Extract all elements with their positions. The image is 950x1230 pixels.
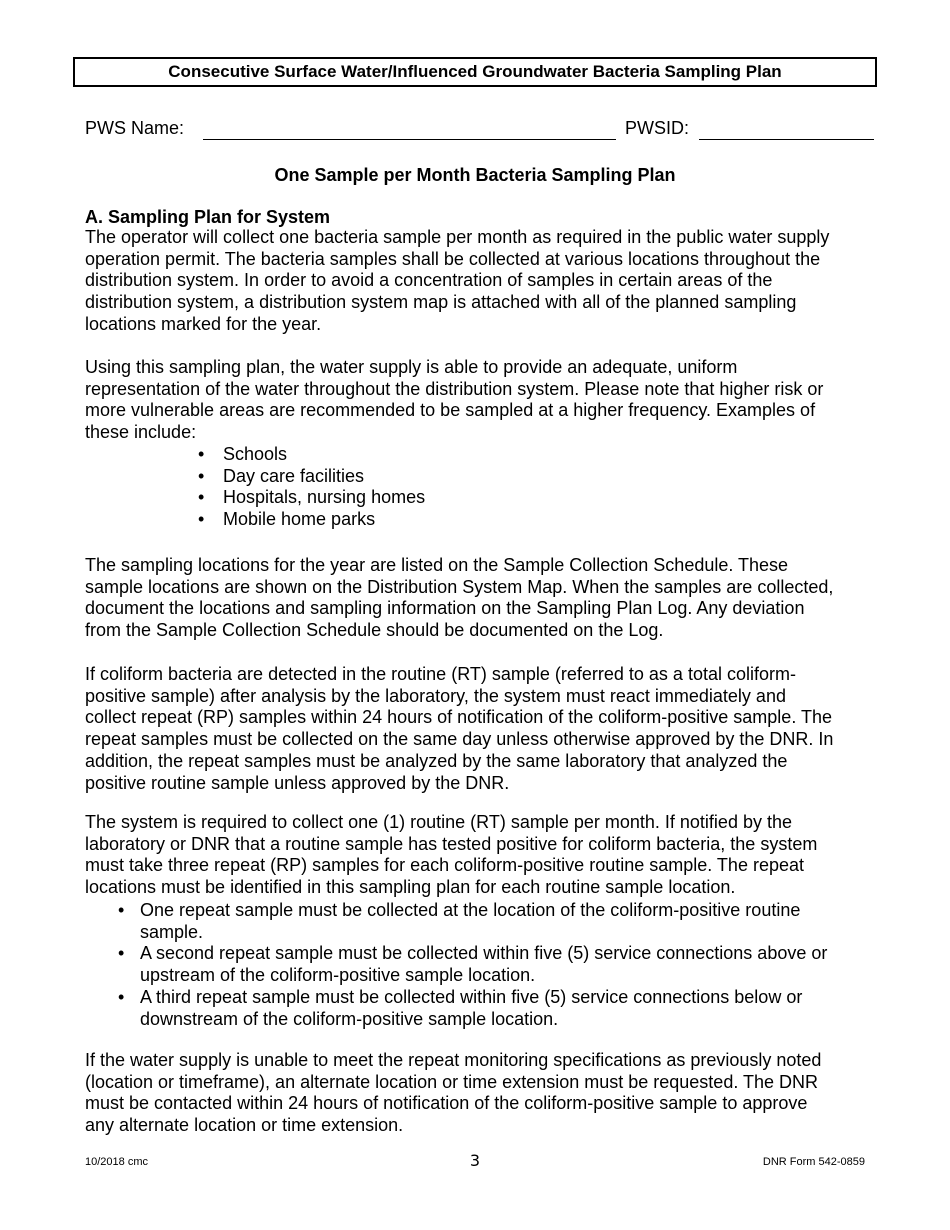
- form-title: Consecutive Surface Water/Influenced Groundwater Bacteria Sampling Plan: [73, 57, 877, 87]
- text-line: The sampling locations for the year are listed on the Sample Collection Schedule. These: [85, 555, 789, 575]
- text-line: distribution system. In order to avoid a concentration of samples in certain areas of the: [85, 270, 773, 291]
- list-item-text: downstream of the coliform-positive sample location.: [140, 1008, 559, 1029]
- text-line: If coliform bacteria are detected in the routine (RT) sample (referred to as a total coliform-: [85, 664, 796, 684]
- list-item-text: Hospitals, nursing homes: [223, 487, 426, 508]
- paragraph-1: [85, 227, 829, 336]
- text-line: repeat samples must be collected on the same day unless otherwise approved by the DNR. In: [85, 729, 834, 750]
- text-line: more vulnerable areas are recommended to be sampled at a higher frequency. Examples of: [85, 400, 816, 421]
- text-line: sample locations are shown on the Distribution System Map. When the samples are collected,: [85, 576, 834, 597]
- list-item-text: Day care facilities: [223, 465, 365, 486]
- text-line: operation permit. The bacteria samples shall be collected at various locations throughout the: [85, 248, 821, 269]
- text-line: must take three repeat (RP) samples for each coliform-positive routine sample. The repeat: [85, 855, 804, 876]
- text-line: representation of the water throughout the distribution system. Please note that higher risk or: [85, 378, 824, 399]
- list-item-text: Schools: [223, 444, 288, 464]
- bullet-icon: •: [198, 487, 205, 508]
- paragraph-2: [85, 357, 823, 444]
- text-line: document the locations and sampling information on the Sampling Plan Log. Any deviation: [85, 598, 805, 619]
- pwsid-field[interactable]: [699, 139, 874, 140]
- text-line: Using this sampling plan, the water supply is able to provide an adequate, uniform: [85, 357, 738, 377]
- list-item-text: A third repeat sample must be collected within five (5) service connections below or: [140, 986, 803, 1007]
- text-line: The system is required to collect one (1) routine (RT) sample per month. If notified by the: [85, 812, 792, 832]
- bullet-icon: •: [118, 986, 125, 1007]
- bullet-icon: •: [118, 943, 125, 964]
- bullet-icon: •: [118, 900, 125, 920]
- list-item-text: One repeat sample must be collected at the location of the coliform-positive routine: [140, 900, 801, 920]
- pwsid-label: PWSID:: [625, 118, 690, 138]
- text-line: The operator will collect one bacteria sample per month as required in the public water supply: [85, 227, 830, 247]
- text-line: collect repeat (RP) samples within 24 hours of notification of the coliform-positive sample. The: [85, 707, 833, 728]
- section-a-heading: A. Sampling Plan for System: [85, 207, 331, 227]
- text-line: If the water supply is unable to meet the repeat monitoring specifications as previously noted: [85, 1050, 822, 1070]
- text-line: must be contacted within 24 hours of notification of the coliform-positive sample to approve: [85, 1093, 808, 1114]
- page-number: 3: [469, 1151, 481, 1170]
- text-line: distribution system, a distribution system map is attached with all of the planned sampling: [85, 292, 797, 313]
- text-line: laboratory or DNR that a routine sample has tested positive for coliform bacteria, the system: [85, 833, 818, 854]
- paragraph-5: [85, 812, 817, 899]
- footer-form-number: DNR Form 542-0859: [762, 1156, 865, 1168]
- text-line: these include:: [85, 422, 197, 443]
- text-line: any alternate location or time extension.: [85, 1115, 404, 1136]
- pws-name-label: PWS Name:: [85, 118, 185, 138]
- footer-date: 10/2018 cmc: [85, 1156, 148, 1168]
- list-item-text: A second repeat sample must be collected within five (5) service connections above or: [140, 943, 828, 964]
- text-line: locations marked for the year.: [85, 313, 322, 334]
- text-line: from the Sample Collection Schedule should be documented on the Log.: [85, 620, 664, 641]
- text-line: positive sample) after analysis by the laboratory, the system must react immediately and: [85, 685, 786, 706]
- list-item-text: Mobile home parks: [223, 509, 376, 530]
- paragraph-3: [85, 555, 833, 642]
- bullet-icon: •: [198, 465, 205, 486]
- text-line: locations must be identified in this sampling plan for each routine sample location.: [85, 877, 736, 898]
- paragraph-6: [85, 1050, 821, 1137]
- pws-name-field[interactable]: [203, 139, 616, 140]
- text-line: (location or timeframe), an alternate location or time extension must be requested. The DNR: [85, 1071, 819, 1092]
- list-item-text: upstream of the coliform-positive sample location.: [140, 965, 536, 986]
- list-item-text: sample.: [140, 921, 204, 942]
- paragraph-4: [85, 664, 833, 794]
- bullet-icon: •: [198, 444, 205, 464]
- plan-subtitle: One Sample per Month Bacteria Sampling Plan: [274, 165, 676, 185]
- text-line: positive routine sample unless approved by the DNR.: [85, 772, 510, 793]
- text-line: addition, the repeat samples must be analyzed by the same laboratory that analyzed the: [85, 750, 788, 771]
- bullet-icon: •: [198, 509, 205, 530]
